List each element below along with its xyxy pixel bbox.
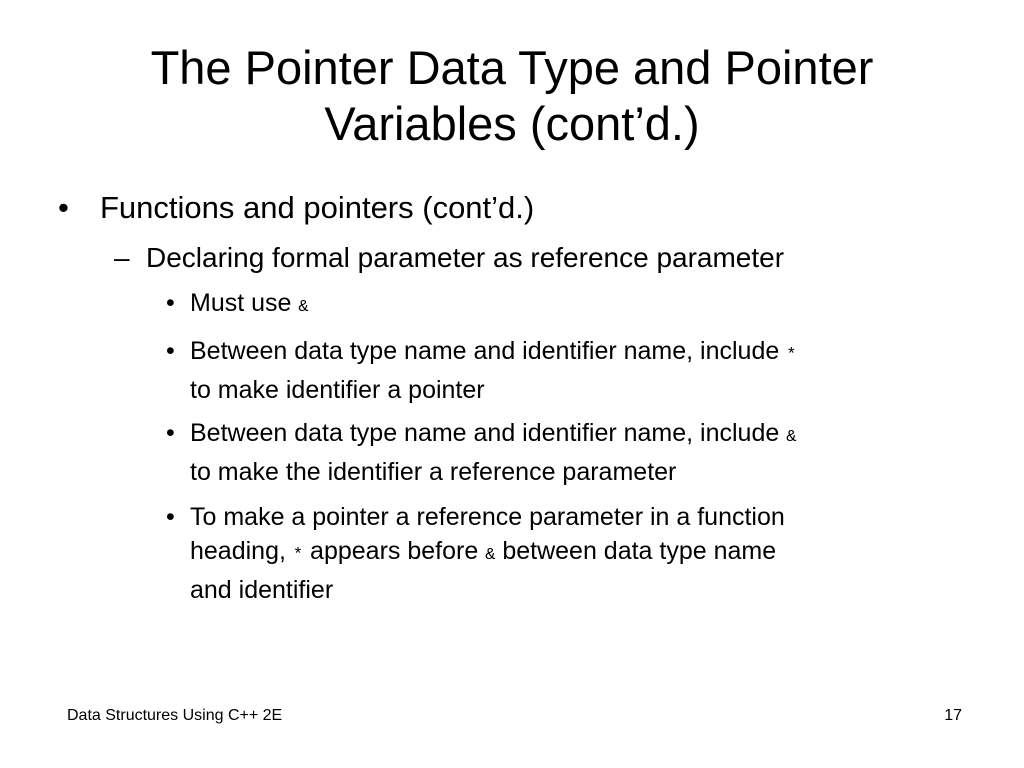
text-segment: to make identifier a pointer bbox=[190, 376, 485, 404]
title-line-1: The Pointer Data Type and Pointer bbox=[150, 41, 874, 94]
text-segment: To make a pointer a reference parameter in a function bbox=[190, 503, 785, 531]
bullet-marker: • bbox=[166, 289, 175, 317]
sub-bullet-text bbox=[190, 334, 970, 407]
text-segment: to make the identifier a reference parameter bbox=[190, 458, 677, 486]
bullet-text: Functions and pointers (cont’d.) bbox=[100, 190, 535, 225]
footer-book-title: Data Structures Using C++ 2E bbox=[67, 707, 283, 724]
slide-title bbox=[40, 40, 984, 152]
ampersand-code: & bbox=[786, 428, 797, 447]
sub-bullet-text bbox=[190, 500, 970, 607]
sub-bullet-text bbox=[190, 286, 970, 325]
text-segment: Between data type name and identifier name, include bbox=[190, 419, 780, 447]
ampersand-code: & bbox=[485, 546, 496, 565]
bullet-marker: • bbox=[166, 503, 175, 531]
text-segment: between data type name bbox=[502, 537, 777, 565]
sub-bullet-text bbox=[190, 416, 970, 489]
text-segment: Must use bbox=[190, 289, 292, 317]
text-segment: Between data type name and identifier name, include bbox=[190, 337, 780, 365]
dash-marker: – bbox=[114, 242, 130, 273]
bullet-marker: • bbox=[166, 337, 175, 365]
bullet-marker: • bbox=[58, 190, 69, 225]
asterisk-code: * bbox=[292, 546, 304, 565]
text-segment: heading, bbox=[190, 537, 286, 565]
ampersand-code: & bbox=[298, 298, 309, 317]
asterisk-code: * bbox=[786, 346, 797, 365]
footer-page-number: 17 bbox=[944, 707, 962, 724]
text-segment: appears before bbox=[310, 537, 479, 565]
text-segment: and identifier bbox=[190, 576, 334, 604]
title-line-2: Variables (cont’d.) bbox=[324, 97, 700, 150]
bullet-marker: • bbox=[166, 419, 175, 447]
bullet-text: Declaring formal parameter as reference parameter bbox=[146, 242, 785, 273]
